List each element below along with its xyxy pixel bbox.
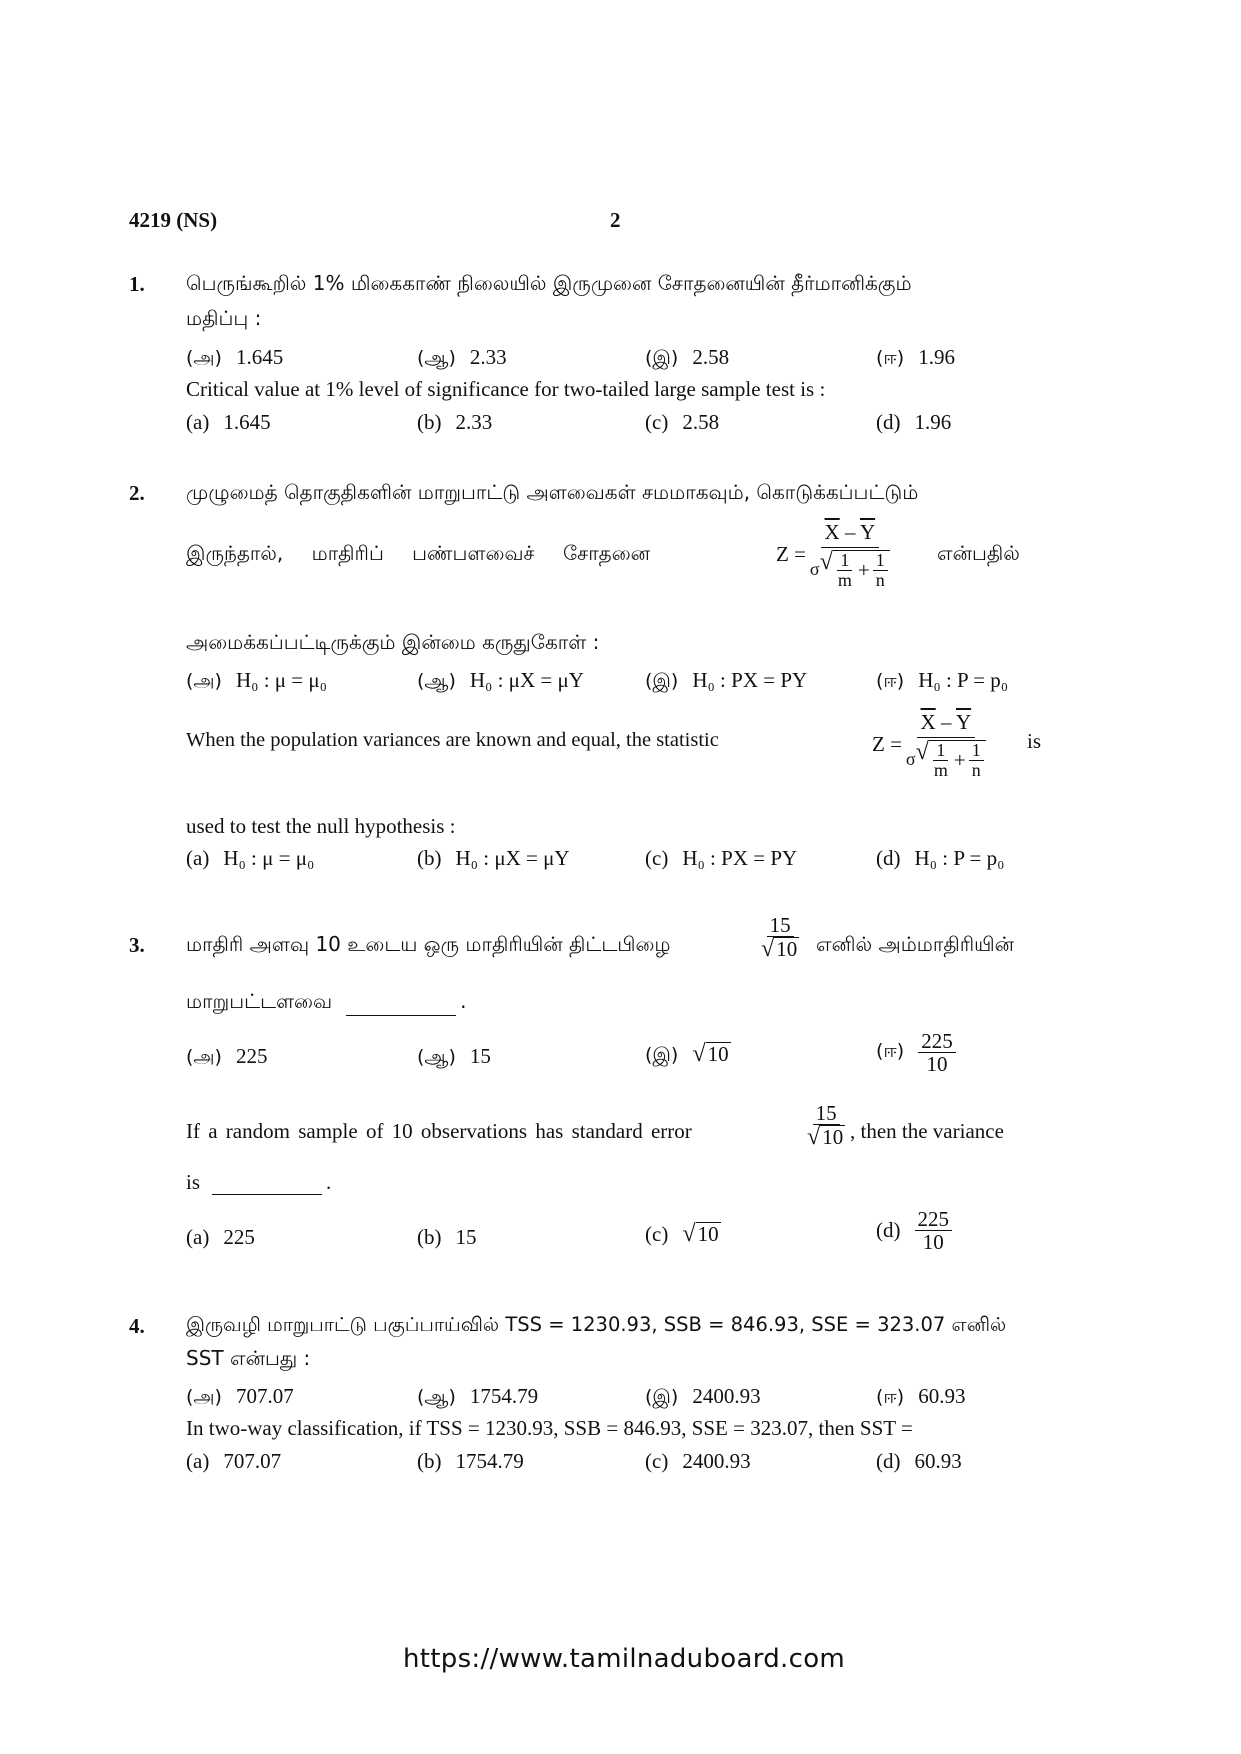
option-value: 2400.93	[692, 1384, 761, 1408]
q2-english-text-line1-end: is	[1027, 729, 1042, 753]
frac-den: 10	[922, 1230, 944, 1255]
option-label: (a)	[186, 846, 210, 870]
option-value: 1.96	[918, 345, 955, 369]
formula-y-bar: $\overline{Y}$	[859, 520, 876, 544]
q3-english-word: is	[186, 1170, 201, 1194]
frac-num: 15	[813, 1102, 840, 1125]
q4-english-option-a[interactable]	[186, 1449, 281, 1474]
option-label: (இ)	[645, 347, 679, 369]
q4-tamil-option-c[interactable]	[645, 1384, 761, 1411]
q4-tamil-option-a[interactable]	[186, 1384, 294, 1411]
q3-english-fraction: 15 √ 10	[807, 1101, 844, 1151]
option-label: (d)	[876, 1218, 901, 1243]
q4-english-option-b[interactable]	[417, 1449, 524, 1474]
q4-tamil-option-b[interactable]	[417, 1384, 538, 1411]
option-value: H₀ : PX = PY	[682, 846, 798, 870]
q3-tamil-word: மாறுபட்டளவை	[186, 989, 333, 1013]
formula-z: Z =	[776, 542, 806, 567]
option-label: (c)	[645, 1449, 669, 1473]
option-value: 10	[697, 1222, 719, 1246]
footer-url-link[interactable]: https://www.tamilnaduboard.com	[403, 1644, 846, 1674]
option-label: (ஈ)	[876, 1040, 905, 1063]
q3-tamil-option-a[interactable]	[186, 1044, 267, 1071]
option-value: H₀ : μ = μ₀	[223, 846, 315, 870]
option-label: (c)	[645, 846, 669, 870]
q2-english-option-c[interactable]	[645, 846, 797, 871]
q1-tamil-option-b[interactable]	[417, 345, 507, 372]
option-label: (ஆ)	[417, 1386, 456, 1408]
q1-english-option-a[interactable]	[186, 410, 271, 435]
option-label: (b)	[417, 1225, 442, 1249]
frac-den: 10	[776, 937, 798, 962]
option-label: (இ)	[645, 1044, 679, 1066]
option-label: (அ)	[186, 1386, 222, 1408]
q2-tamil-text-line1: முழுமைத் தொகுதிகளின் மாறுபாட்டு அளவைகள் சமமாகவும், கொடுக்கப்பட்டும்	[186, 480, 919, 504]
option-label: (d)	[876, 1449, 901, 1473]
option-value: 60.93	[918, 1384, 966, 1408]
option-label: (a)	[186, 1225, 210, 1249]
q4-tamil-text-line1: இருவழி மாறுபாட்டு பகுப்பாய்வில் TSS = 1230.93, SSB = 846.93, SSE = 323.07 எனில்	[186, 1313, 1007, 1336]
option-value: 1754.79	[455, 1449, 524, 1473]
frac-num: 1	[873, 551, 888, 571]
option-label: (இ)	[645, 1386, 679, 1408]
q2-tamil-text-line3: அமைக்கப்பட்டிருக்கும் இன்மை கருதுகோள் :	[186, 630, 600, 654]
q4-english-option-d[interactable]	[876, 1449, 962, 1474]
formula-x-bar: $\overline{X}$	[824, 520, 840, 544]
q2-english-z-formula: Z = $\overline{X} - \overline{Y}$ σ √ $\frac{1}{m}$ + $\frac{1}{n}$	[872, 710, 986, 780]
option-label: (a)	[186, 1449, 210, 1473]
option-label: (c)	[645, 1222, 669, 1246]
option-value: H₀ : P = p₀	[914, 846, 1005, 870]
q3-number: 3.	[129, 933, 145, 957]
q2-english-text-line1: When the population variances are known and equal, the statistic	[186, 729, 719, 751]
option-value: 15	[469, 1044, 491, 1068]
q4-tamil-text-line2: SST என்பது :	[186, 1346, 311, 1370]
option-value: 15	[455, 1225, 477, 1249]
q3-english-option-a[interactable]	[186, 1225, 255, 1250]
frac-num: 225	[915, 1208, 953, 1231]
option-value: 2.58	[692, 345, 730, 369]
paper-code: 4219 (NS)	[129, 208, 218, 232]
formula-sigma: σ	[809, 559, 820, 580]
q4-english-text: In two-way classification, if TSS = 1230.93, SSB = 846.93, SSE = 323.07, then SST =	[186, 1416, 913, 1440]
formula-minus: –	[935, 710, 956, 734]
frac-den: n	[971, 759, 981, 780]
option-value: 1.645	[223, 410, 271, 434]
q3-english-text-line2: is .	[186, 1170, 332, 1194]
q1-english-option-d[interactable]	[876, 410, 951, 435]
formula-x-bar: $\overline{X}$	[920, 710, 936, 734]
option-value: 225	[235, 1044, 268, 1068]
q3-tamil-text-line1-end: எனில் அம்மாதிரியின்	[816, 932, 1015, 956]
formula-z: Z =	[872, 732, 902, 757]
formula-sigma: σ	[905, 749, 916, 770]
q2-tamil-option-d[interactable]	[876, 668, 1008, 695]
page-number: 2	[610, 208, 621, 232]
option-label: (ஈ)	[876, 1386, 905, 1408]
option-label: (ஆ)	[417, 1046, 456, 1068]
q1-tamil-option-a[interactable]	[186, 345, 283, 372]
option-value: 1.96	[914, 410, 952, 434]
option-label: (ஆ)	[417, 670, 456, 692]
q1-tamil-option-c[interactable]	[645, 345, 729, 372]
frac-num: 1	[933, 741, 948, 761]
formula-plus: +	[857, 557, 870, 582]
q1-english-text: Critical value at 1% level of significance for two-tailed large sample test is :	[186, 377, 826, 401]
q4-number: 4.	[129, 1314, 145, 1338]
option-label: (அ)	[186, 1046, 222, 1068]
option-value: H₀ : μX = μY	[455, 846, 570, 870]
option-label: (இ)	[645, 670, 679, 692]
option-value: H₀ : P = p₀	[918, 668, 1009, 692]
option-value: H₀ : μX = μY	[469, 668, 584, 692]
frac-num: 1	[837, 551, 852, 571]
frac-den: m	[933, 759, 948, 780]
q1-tamil-option-d[interactable]	[876, 345, 955, 372]
q1-english-option-b[interactable]	[417, 410, 492, 435]
option-value: 60.93	[914, 1449, 962, 1473]
q4-english-option-c[interactable]	[645, 1449, 751, 1474]
q2-tamil-text-line2-end: என்பதில்	[937, 541, 1020, 565]
frac-den: m	[837, 569, 852, 590]
option-value: 10	[707, 1042, 729, 1066]
q2-tamil-text-line2: இருந்தால், மாதிரிப் பண்பளவைச் சோதனை	[186, 541, 651, 565]
option-value: 2.58	[682, 410, 720, 434]
option-value: H₀ : μ = μ₀	[235, 668, 327, 692]
option-label: (b)	[417, 846, 442, 870]
option-label: (c)	[645, 410, 669, 434]
q2-tamil-z-formula: Z = $\overline{X} - \overline{Y}$ σ √ $\frac{1}{m}$ + $\frac{1}{n}$	[776, 520, 890, 590]
option-value: 1.645	[235, 345, 284, 369]
frac-den: 10	[926, 1052, 948, 1077]
option-value: 707.07	[235, 1384, 294, 1408]
answer-blank	[346, 995, 456, 1016]
q4-tamil-option-d[interactable]	[876, 1384, 965, 1411]
frac-num: 1	[969, 741, 984, 761]
option-value: 707.07	[223, 1449, 282, 1473]
q2-tamil-option-b[interactable]	[417, 668, 584, 695]
option-label: (d)	[876, 410, 901, 434]
q2-english-option-a[interactable]	[186, 846, 314, 871]
formula-y-bar: $\overline{Y}$	[955, 710, 972, 734]
frac-den: n	[875, 569, 885, 590]
q3-english-text-line1: If a random sample of 10 observations has standard error	[186, 1119, 692, 1143]
frac-num: 225	[918, 1030, 956, 1053]
option-label: (d)	[876, 846, 901, 870]
option-value: 2.33	[455, 410, 493, 434]
q3-english-text-line1-end: , then the variance	[850, 1119, 1004, 1143]
q3-tamil-text-line1: மாதிரி அளவு 10 உடைய ஒரு மாதிரியின் திட்டபிழை	[186, 932, 671, 956]
q3-tamil-text-line2: மாறுபட்டளவை .	[186, 989, 466, 1016]
q3-english-option-c[interactable]: (c) √ 10	[645, 1220, 719, 1247]
q2-number: 2.	[129, 481, 145, 505]
option-label: (அ)	[186, 670, 222, 692]
q3-english-option-d[interactable]	[876, 1208, 952, 1253]
option-value: 225	[223, 1225, 255, 1249]
q1-tamil-text-line1: பெருங்கூறில் 1% மிகைகாண் நிலையில் இருமுனை சோதனையின் தீர்மானிக்கும்	[186, 271, 912, 295]
q2-english-option-b[interactable]	[417, 846, 570, 871]
q2-english-text-line2: used to test the null hypothesis :	[186, 814, 456, 838]
answer-blank	[212, 1173, 322, 1195]
option-value: 2.33	[469, 345, 507, 369]
formula-plus: +	[953, 747, 966, 772]
q1-english-option-c[interactable]	[645, 410, 719, 435]
q3-tamil-option-c[interactable]: (இ) √ 10	[645, 1040, 729, 1067]
q3-english-option-b[interactable]	[417, 1225, 477, 1250]
option-label: (a)	[186, 410, 210, 434]
option-value: 2400.93	[682, 1449, 751, 1473]
option-label: (ஈ)	[876, 347, 905, 369]
option-label: (b)	[417, 410, 442, 434]
option-value: H₀ : PX = PY	[692, 668, 808, 692]
option-label: (ஈ)	[876, 670, 905, 692]
option-label: (அ)	[186, 347, 222, 369]
option-value: 1754.79	[469, 1384, 539, 1408]
q2-tamil-option-c[interactable]	[645, 668, 807, 695]
frac-num: 15	[767, 914, 794, 937]
option-label: (b)	[417, 1449, 442, 1473]
q2-tamil-option-a[interactable]	[186, 668, 327, 695]
q3-tamil-fraction: 15 √ 10	[761, 913, 798, 963]
q1-number: 1.	[129, 272, 145, 296]
formula-minus: –	[839, 520, 860, 544]
q2-english-option-d[interactable]	[876, 846, 1004, 871]
option-label: (ஆ)	[417, 347, 456, 369]
q3-tamil-option-b[interactable]	[417, 1044, 491, 1071]
q3-tamil-option-d[interactable]	[876, 1030, 956, 1075]
q1-tamil-text-line2: மதிப்பு :	[186, 306, 262, 330]
frac-den: 10	[822, 1125, 844, 1150]
